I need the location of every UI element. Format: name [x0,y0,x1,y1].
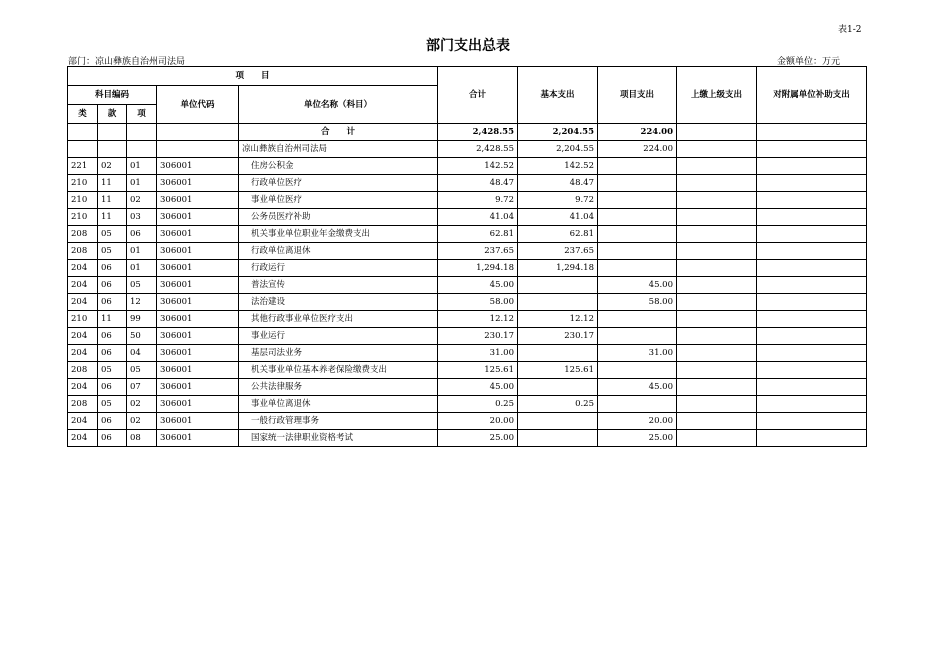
subject-name-cell: 法治建设 [239,294,438,311]
total-cell: 20.00 [438,413,518,430]
table-row [68,311,867,328]
form-number: 表1-2 [838,25,862,35]
unit-code-cell: 306001 [157,430,239,447]
subject-name-cell: 机关事业单位职业年金缴费支出 [239,226,438,243]
basic-cell: 9.72 [518,192,598,209]
unit-code-cell: 306001 [157,243,239,260]
lei-cell: 221 [68,158,98,175]
kuan-cell: 06 [98,413,127,430]
unit-basic: 2,204.55 [518,141,598,158]
project-cell [598,311,677,328]
kuan-cell: 11 [98,311,127,328]
total-cell: 25.00 [438,430,518,447]
sum-basic: 2,204.55 [518,124,598,141]
subject-name-cell: 事业单位医疗 [239,192,438,209]
xiang-cell: 12 [127,294,157,311]
unit-project: 224.00 [598,141,677,158]
table-row [68,345,867,362]
lei-cell: 210 [68,175,98,192]
basic-cell: 230.17 [518,328,598,345]
upper-cell [677,430,757,447]
subject-name-cell: 行政运行 [239,260,438,277]
subsidy-cell [757,413,867,430]
project-cell [598,175,677,192]
project-cell: 45.00 [598,277,677,294]
subject-name-cell: 机关事业单位基本养老保险缴费支出 [239,362,438,379]
project-cell [598,209,677,226]
basic-cell [518,413,598,430]
unit-code-cell: 306001 [157,362,239,379]
subject-name-cell: 行政单位医疗 [239,175,438,192]
upper-cell [677,209,757,226]
upper-cell [677,277,757,294]
amount-unit-label: 金额单位：万元 [777,57,841,67]
kuan-cell: 05 [98,226,127,243]
subject-name-cell: 行政单位离退休 [239,243,438,260]
basic-cell [518,430,598,447]
kuan-cell: 11 [98,209,127,226]
unit-name-header: 单位名称（科目） [239,86,438,124]
lei-cell: 208 [68,362,98,379]
upper-cell [677,226,757,243]
unit-code-cell: 306001 [157,379,239,396]
project-cell: 25.00 [598,430,677,447]
unit-code-cell: 306001 [157,345,239,362]
total-cell: 1,294.18 [438,260,518,277]
table-row [68,277,867,294]
upper-cell [677,328,757,345]
unit-code-cell: 306001 [157,209,239,226]
upper-cell [677,379,757,396]
basic-cell [518,294,598,311]
lei-cell: 204 [68,277,98,294]
lei-cell: 204 [68,430,98,447]
basic-cell [518,345,598,362]
kuan-cell: 02 [98,158,127,175]
unit-code-header: 单位代码 [157,86,239,124]
sum-project: 224.00 [598,124,677,141]
total-cell: 9.72 [438,192,518,209]
subject-name-cell: 一般行政管理事务 [239,413,438,430]
upper-cell [677,175,757,192]
table-row [68,413,867,430]
total-cell: 237.65 [438,243,518,260]
table-row [68,226,867,243]
table-row [68,158,867,175]
project-cell [598,260,677,277]
unit-name: 凉山彝族自治州司法局 [239,141,438,158]
xiang-cell: 01 [127,260,157,277]
xiang-header: 项 [127,105,157,124]
total-cell: 142.52 [438,158,518,175]
xiang-cell: 04 [127,345,157,362]
page-title: 部门支出总表 [426,38,510,54]
table-row [68,328,867,345]
subsidy-cell [757,430,867,447]
subject-name-cell: 住房公积金 [239,158,438,175]
xiang-cell: 01 [127,243,157,260]
project-cell [598,328,677,345]
xiang-cell: 02 [127,396,157,413]
project-cell: 20.00 [598,413,677,430]
table-row [68,260,867,277]
kuan-cell: 11 [98,175,127,192]
subsidy-cell [757,396,867,413]
kuan-cell: 06 [98,277,127,294]
kuan-cell: 06 [98,260,127,277]
xiang-cell: 05 [127,277,157,294]
basic-cell: 0.25 [518,396,598,413]
subsidy-cell [757,328,867,345]
basic-cell: 1,294.18 [518,260,598,277]
total-cell: 125.61 [438,362,518,379]
kuan-cell: 05 [98,396,127,413]
table-row [68,243,867,260]
basic-cell: 41.04 [518,209,598,226]
basic-cell [518,277,598,294]
basic-cell: 48.47 [518,175,598,192]
xiang-cell: 05 [127,362,157,379]
xiang-cell: 01 [127,175,157,192]
subsidy-cell [757,277,867,294]
kuan-cell: 06 [98,379,127,396]
subsidy-cell [757,226,867,243]
basic-header: 基本支出 [518,67,598,124]
subsidy-cell [757,311,867,328]
upper-cell [677,294,757,311]
lei-cell: 208 [68,243,98,260]
total-cell: 58.00 [438,294,518,311]
kuan-cell: 06 [98,430,127,447]
subsidy-cell [757,243,867,260]
subject-code-header: 科目编码 [68,86,157,105]
project-cell [598,158,677,175]
subject-name-cell: 事业单位离退休 [239,396,438,413]
basic-cell: 125.61 [518,362,598,379]
total-cell: 0.25 [438,396,518,413]
unit-code-cell: 306001 [157,311,239,328]
sum-row [68,124,867,141]
subsidy-header: 对附属单位补助支出 [757,67,867,124]
unit-code-cell: 306001 [157,192,239,209]
project-cell [598,396,677,413]
table-row [68,209,867,226]
sum-total: 2,428.55 [438,124,518,141]
subsidy-cell [757,158,867,175]
department-label: 部门：凉山彝族自治州司法局 [68,57,186,67]
upper-cell [677,192,757,209]
project-cell [598,243,677,260]
subject-name-cell: 国家统一法律职业资格考试 [239,430,438,447]
total-cell: 45.00 [438,277,518,294]
unit-code-cell: 306001 [157,328,239,345]
upper-expense-header: 上缴上级支出 [677,67,757,124]
basic-cell: 12.12 [518,311,598,328]
subsidy-cell [757,192,867,209]
unit-code-cell: 306001 [157,226,239,243]
xiang-cell: 06 [127,226,157,243]
unit-row [68,141,867,158]
upper-cell [677,311,757,328]
upper-cell [677,362,757,379]
basic-cell: 237.65 [518,243,598,260]
unit-code-cell: 306001 [157,158,239,175]
upper-cell [677,396,757,413]
total-cell: 12.12 [438,311,518,328]
kuan-cell: 05 [98,362,127,379]
lei-cell: 204 [68,328,98,345]
unit-code-cell: 306001 [157,277,239,294]
subsidy-cell [757,294,867,311]
basic-cell: 142.52 [518,158,598,175]
unit-code-cell: 306001 [157,396,239,413]
kuan-cell: 05 [98,243,127,260]
project-cell [598,226,677,243]
table-row [68,396,867,413]
unit-code-cell: 306001 [157,413,239,430]
total-cell: 48.47 [438,175,518,192]
project-cell: 58.00 [598,294,677,311]
lei-cell: 208 [68,396,98,413]
basic-cell: 62.81 [518,226,598,243]
xiang-cell: 99 [127,311,157,328]
table-row [68,294,867,311]
unit-code-cell: 306001 [157,260,239,277]
lei-cell: 204 [68,260,98,277]
project-expense-header: 项目支出 [598,67,677,124]
lei-cell: 210 [68,311,98,328]
table-row [68,362,867,379]
project-cell: 45.00 [598,379,677,396]
subsidy-cell [757,260,867,277]
lei-cell: 204 [68,379,98,396]
sum-label: 合 计 [239,124,438,141]
project-header: 项 目 [68,67,438,86]
lei-cell: 210 [68,209,98,226]
subject-name-cell: 公务员医疗补助 [239,209,438,226]
subsidy-cell [757,379,867,396]
subject-name-cell: 普法宣传 [239,277,438,294]
xiang-cell: 08 [127,430,157,447]
total-cell: 45.00 [438,379,518,396]
total-cell: 41.04 [438,209,518,226]
lei-header: 类 [68,105,98,124]
unit-total: 2,428.55 [438,141,518,158]
upper-cell [677,260,757,277]
xiang-cell: 03 [127,209,157,226]
basic-cell [518,379,598,396]
upper-cell [677,413,757,430]
subject-name-cell: 基层司法业务 [239,345,438,362]
project-cell [598,192,677,209]
lei-cell: 204 [68,294,98,311]
total-header: 合计 [438,67,518,124]
subject-name-cell: 公共法律服务 [239,379,438,396]
total-cell: 31.00 [438,345,518,362]
table-row [68,175,867,192]
kuan-cell: 11 [98,192,127,209]
subsidy-cell [757,362,867,379]
table-row [68,379,867,396]
xiang-cell: 02 [127,413,157,430]
upper-cell [677,158,757,175]
xiang-cell: 07 [127,379,157,396]
subsidy-cell [757,209,867,226]
project-cell: 31.00 [598,345,677,362]
upper-cell [677,243,757,260]
xiang-cell: 02 [127,192,157,209]
subsidy-cell [757,345,867,362]
unit-code-cell: 306001 [157,175,239,192]
lei-cell: 208 [68,226,98,243]
project-cell [598,362,677,379]
total-cell: 62.81 [438,226,518,243]
kuan-header: 款 [98,105,127,124]
expenditure-table [67,66,867,447]
subject-name-cell: 事业运行 [239,328,438,345]
total-cell: 230.17 [438,328,518,345]
upper-cell [677,345,757,362]
lei-cell: 204 [68,345,98,362]
xiang-cell: 01 [127,158,157,175]
subject-name-cell: 其他行政事业单位医疗支出 [239,311,438,328]
kuan-cell: 06 [98,328,127,345]
lei-cell: 210 [68,192,98,209]
kuan-cell: 06 [98,345,127,362]
unit-code-cell: 306001 [157,294,239,311]
lei-cell: 204 [68,413,98,430]
table-row [68,430,867,447]
xiang-cell: 50 [127,328,157,345]
kuan-cell: 06 [98,294,127,311]
table-row [68,192,867,209]
subsidy-cell [757,175,867,192]
